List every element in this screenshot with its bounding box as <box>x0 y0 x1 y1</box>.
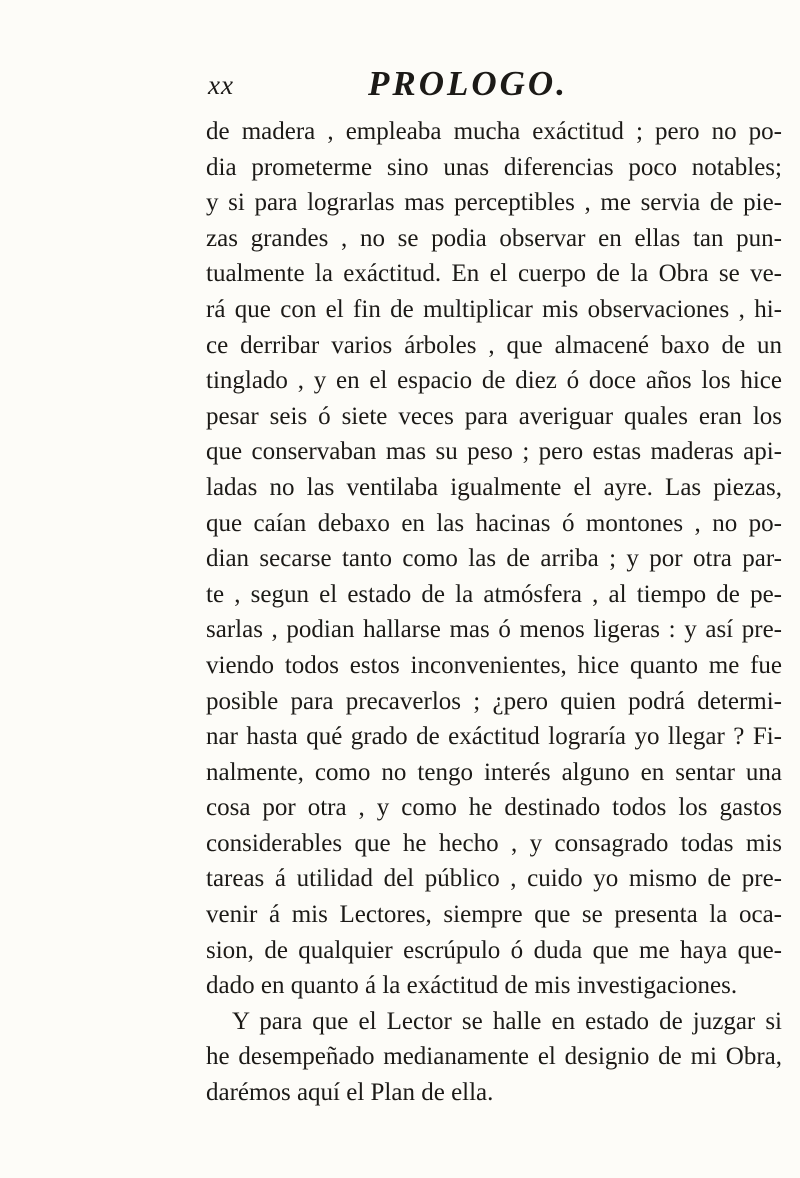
running-head <box>208 64 768 104</box>
text-line: tareas á utilidad del público , cuido yo mismo de pre- <box>206 865 782 893</box>
text-line: dado en quanto á la exáctitud de mis investigaciones. <box>206 972 738 1000</box>
text-line: que caían debaxo en las hacinas ó montones , no po- <box>206 509 782 537</box>
body-text <box>206 114 782 1111</box>
text-line: dia prometerme sino unas diferencias poco notables; <box>206 153 782 181</box>
text-line: ce derribar varios árboles , que almacené baxo de un <box>206 331 782 359</box>
text-line: pesar seis ó siete veces para averiguar quales eran los <box>206 402 782 430</box>
text-line: y si para lograrlas mas perceptibles , me servia de pie- <box>206 189 782 217</box>
text-line: de madera , empleaba mucha exáctitud ; pero no po- <box>206 118 782 145</box>
text-line: nalmente, como no tengo interés alguno en sentar una <box>206 758 782 786</box>
text-line: tualmente la exáctitud. En el cuerpo de la Obra se ve- <box>206 260 782 288</box>
text-line: ladas no las ventilaba igualmente el ayre. Las piezas, <box>206 473 782 501</box>
text-line: sarlas , podian hallarse mas ó menos ligeras : y así pre- <box>206 616 782 644</box>
text-line: nar hasta qué grado de exáctitud lograría yo llegar ? Fi- <box>206 723 782 751</box>
text-line: considerables que he hecho , y consagrado todas mis <box>206 829 782 857</box>
text-line: posible para precaverlos ; ¿pero quien podrá determi- <box>206 687 782 715</box>
text-line: zas grandes , no se podia observar en ellas tan pun- <box>206 224 782 252</box>
page-number: xx <box>208 70 234 100</box>
text-line: rá que con el fin de multiplicar mis observaciones , hi- <box>206 295 782 323</box>
running-head-title: PROLOGO. <box>368 64 568 103</box>
text-line: Y para que el Lector se halle en estado de juzgar si <box>232 1007 782 1035</box>
text-line: sion, de qualquier escrúpulo ó duda que me haya que- <box>206 936 782 964</box>
text-line: que conservaban mas su peso ; pero estas maderas api- <box>206 438 782 466</box>
text-line: darémos aquí el Plan de ella. <box>206 1079 494 1107</box>
text-line: venir á mis Lectores, siempre que se presenta la oca- <box>206 901 782 929</box>
text-line: te , segun el estado de la atmósfera , al tiempo de pe- <box>206 580 782 608</box>
text-line: tinglado , y en el espacio de diez ó doce años los hice <box>206 367 782 395</box>
text-line: cosa por otra , y como he destinado todos los gastos <box>206 794 782 822</box>
text-line: dian secarse tanto como las de arriba ; y por otra par- <box>206 545 782 573</box>
text-line: he desempeñado medianamente el designio de mi Obra, <box>206 1043 782 1071</box>
text-line: viendo todos estos inconvenientes, hice quanto me fue <box>206 651 782 679</box>
